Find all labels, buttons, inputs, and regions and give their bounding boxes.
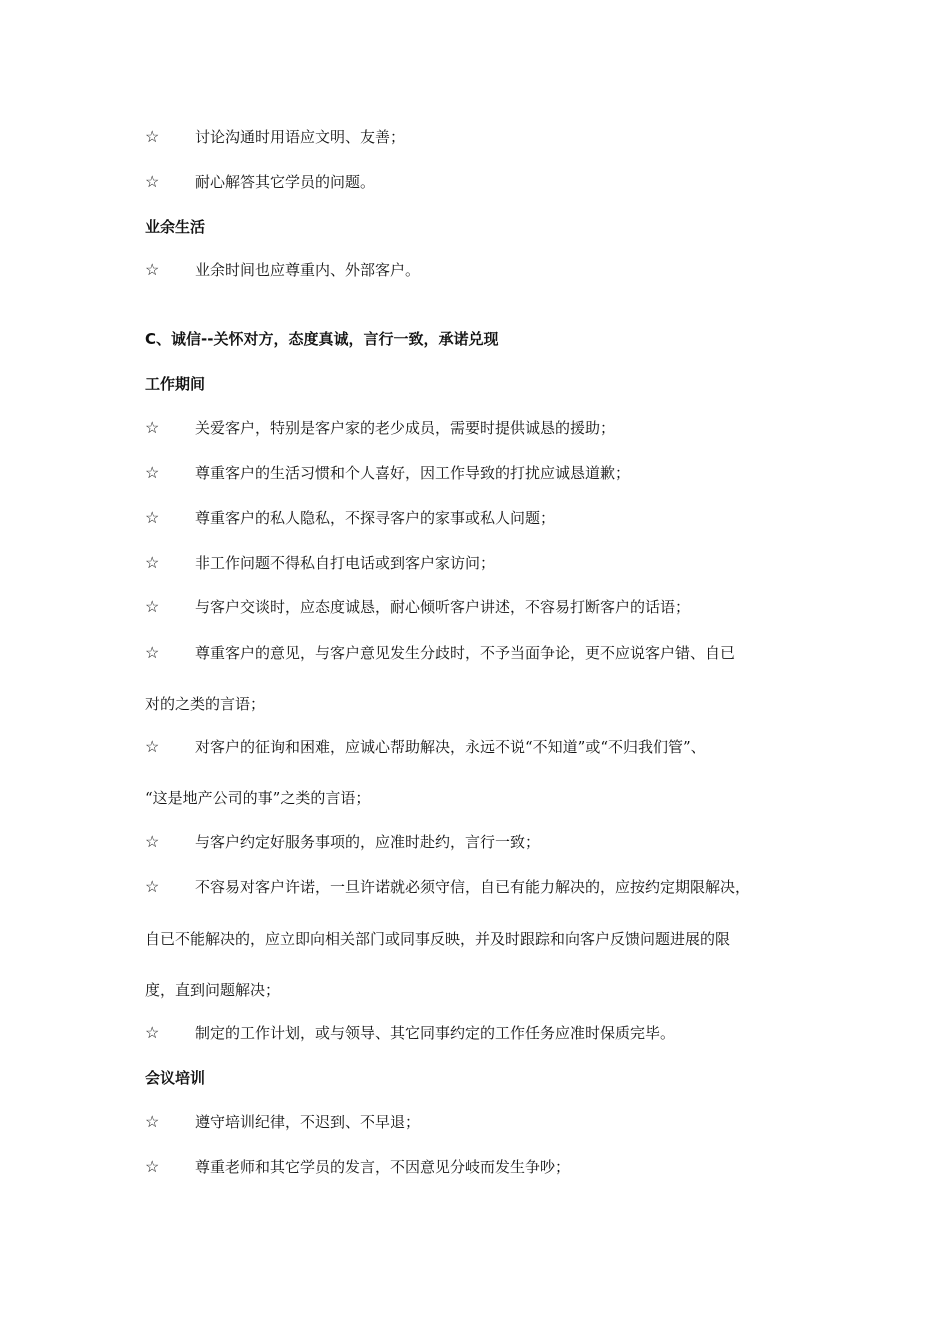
star-icon: ☆ [145,737,160,756]
list-item-continuation: “这是地产公司的事”之类的言语； [145,789,371,807]
list-item: ☆ 耐心解答其它学员的问题。 [145,172,376,191]
list-item: ☆ 遵守培训纪律，不迟到、不早退； [145,1112,421,1131]
star-icon: ☆ [145,172,160,191]
list-item: ☆ 不容易对客户许诺，一旦许诺就必须守信，自已有能力解决的，应按约定期限解决， [145,877,751,896]
list-item: ☆ 尊重客户的私人隐私，不探寻客户的家事或私人问题； [145,508,556,527]
star-icon: ☆ [145,418,160,437]
list-item-continuation: 对的之类的言语； [145,695,266,713]
list-item: ☆ 关爱客户，特别是客户家的老少成员，需要时提供诚恳的援助； [145,418,616,437]
star-icon: ☆ [145,553,160,572]
list-item: ☆ 对客户的征询和困难，应诚心帮助解决，永远不说“不知道”或“不归我们管”、 [145,737,706,756]
star-icon: ☆ [145,1023,160,1042]
star-icon: ☆ [145,1157,160,1176]
list-item: ☆ 讨论沟通时用语应文明、友善； [145,127,406,146]
list-item: ☆ 尊重客户的生活习惯和个人喜好，因工作导致的打扰应诚恳道歉； [145,463,631,482]
section-heading-work: 工作期间 [145,375,206,393]
list-item: ☆ 制定的工作计划，或与领导、其它同事约定的工作任务应准时保质完毕。 [145,1023,676,1042]
list-item-continuation: 自已不能解决的，应立即向相关部门或同事反映，并及时跟踪和向客户反馈问题进展的限 [145,930,731,948]
section-heading-leisure: 业余生活 [145,218,206,236]
list-item: ☆ 非工作问题不得私自打电话或到客户家访问； [145,553,496,572]
list-item: ☆ 尊重客户的意见，与客户意见发生分歧时，不予当面争论，更不应说客户错、自已 [145,643,736,662]
list-item: ☆ 尊重老师和其它学员的发言，不因意见分岐而发生争吵； [145,1157,571,1176]
star-icon: ☆ [145,877,160,896]
list-item: ☆ 与客户交谈时，应态度诚恳，耐心倾听客户讲述，不容易打断客户的话语； [145,597,691,616]
section-title-integrity: C、诚信--关怀对方，态度真诚，言行一致，承诺兑现 [145,330,499,348]
star-icon: ☆ [145,260,160,279]
star-icon: ☆ [145,1112,160,1131]
list-item: ☆ 业余时间也应尊重内、外部客户。 [145,260,421,279]
star-icon: ☆ [145,643,160,662]
list-item: ☆ 与客户约定好服务事项的，应准时赴约，言行一致； [145,832,541,851]
star-icon: ☆ [145,597,160,616]
star-icon: ☆ [145,832,160,851]
star-icon: ☆ [145,127,160,146]
list-item-continuation: 度，直到问题解决； [145,981,281,999]
star-icon: ☆ [145,463,160,482]
section-heading-meeting: 会议培训 [145,1069,206,1087]
star-icon: ☆ [145,508,160,527]
